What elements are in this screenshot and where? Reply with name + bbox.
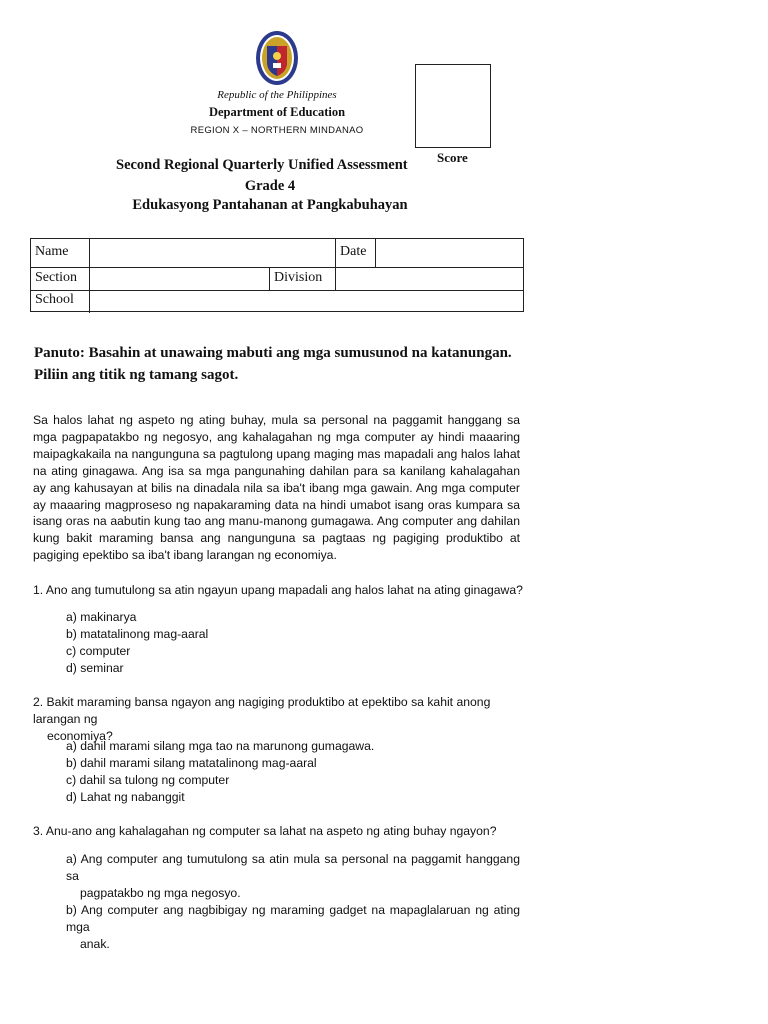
question-3: 3. Anu-ano ang kahalagahan ng computer sa lahat na aspeto ng ating buhay ngayon? bbox=[33, 824, 497, 838]
school-field[interactable] bbox=[93, 291, 519, 311]
division-label: Division bbox=[274, 270, 323, 285]
option-c[interactable]: c) computer bbox=[66, 643, 131, 658]
option-a[interactable]: a) dahil marami silang mga tao na marunong gumagawa. bbox=[66, 739, 375, 753]
section-label: Section bbox=[35, 270, 77, 285]
school-label: School bbox=[35, 292, 74, 307]
option-d[interactable]: d) seminar bbox=[66, 660, 124, 675]
reading-passage: Sa halos lahat ng aspeto ng ating buhay, mula sa personal na paggamit hanggang sa mga pagpapatakbo ng negosyo, ang kahalagahan ng mga computer ay hindi maaaring maipagkakaila na nangunguna sa pagtulong upang maging mas mapadali ang halos lahat na ating ginagawa. Ang isa sa mga pangunahing dahilan para sa kanilang kahalagahan ay ang kahusayan at bilis na dinadala nila sa iba't ibang mga gawain. Ang mga computer ay maaaring magproseso ng napakaraming data na hindi umabot isang oras kumpara sa isang oras na aabutin kung tao ang manu-manong gumagawa. Ang computer ang dahilan kung bakit maraming bansa ang nangunguna sa pagtaas ng pagiging produktibo at pagiging epektibo sa iba't ibang larangan ng economiya. bbox=[33, 413, 520, 563]
division-field[interactable] bbox=[339, 269, 519, 289]
exam-title: Second Regional Quarterly Unified Assessment bbox=[116, 157, 408, 173]
question-1-options bbox=[66, 609, 521, 677]
option-c[interactable]: c) dahil sa tulong ng computer bbox=[66, 772, 230, 787]
question-2-text: 2. Bakit maraming bansa ngayon ang nagiging produktibo at epektibo sa kahit anong larangan ng bbox=[33, 695, 491, 726]
republic-label: Republic of the Philippines bbox=[217, 89, 337, 101]
question-3-option-a[interactable] bbox=[66, 851, 520, 902]
deped-seal-icon bbox=[255, 30, 299, 86]
date-label: Date bbox=[340, 244, 367, 259]
question-3-option-b[interactable] bbox=[66, 902, 520, 953]
score-label: Score bbox=[437, 150, 468, 165]
option-b[interactable]: b) matatalinong mag-aaral bbox=[66, 626, 209, 641]
student-info-table bbox=[30, 238, 524, 312]
date-field[interactable] bbox=[379, 243, 519, 263]
instructions: Panuto: Basahin at unawaing mabuti ang mga sumusunod na katanungan. Piliin ang titik ng tamang sagot. bbox=[34, 345, 512, 383]
subject-label: Edukasyong Pantahanan at Pangkabuhayan bbox=[132, 197, 408, 213]
option-b-line2: anak. bbox=[80, 936, 110, 951]
name-label: Name bbox=[35, 244, 69, 259]
question-2-text-cont: economiya? bbox=[47, 728, 113, 743]
name-field[interactable] bbox=[93, 243, 331, 263]
question-2-options bbox=[66, 738, 521, 806]
option-a-line1: a) Ang computer ang tumutulong sa atin mula sa personal na paggamit hanggang sa bbox=[66, 852, 520, 883]
grade-label: Grade 4 bbox=[244, 178, 296, 194]
option-b[interactable]: b) dahil marami silang matatalinong mag-aaral bbox=[66, 755, 317, 770]
option-a[interactable]: a) makinarya bbox=[66, 610, 137, 624]
option-b-line1: b) Ang computer ang nagbibigay ng maraming gadget na mapaglalaruan ng ating mga bbox=[66, 903, 520, 934]
option-d[interactable]: d) Lahat ng nabanggit bbox=[66, 789, 185, 804]
section-field[interactable] bbox=[93, 269, 265, 289]
region-label: REGION X – NORTHERN MINDANAO bbox=[190, 125, 364, 136]
department-label: Department of Education bbox=[208, 105, 346, 119]
score-box[interactable] bbox=[415, 64, 491, 148]
question-1: 1. Ano ang tumutulong sa atin ngayun upang mapadali ang halos lahat na ating ginagawa? bbox=[33, 583, 523, 597]
option-a-line2: pagpatakbo ng mga negosyo. bbox=[80, 885, 241, 900]
